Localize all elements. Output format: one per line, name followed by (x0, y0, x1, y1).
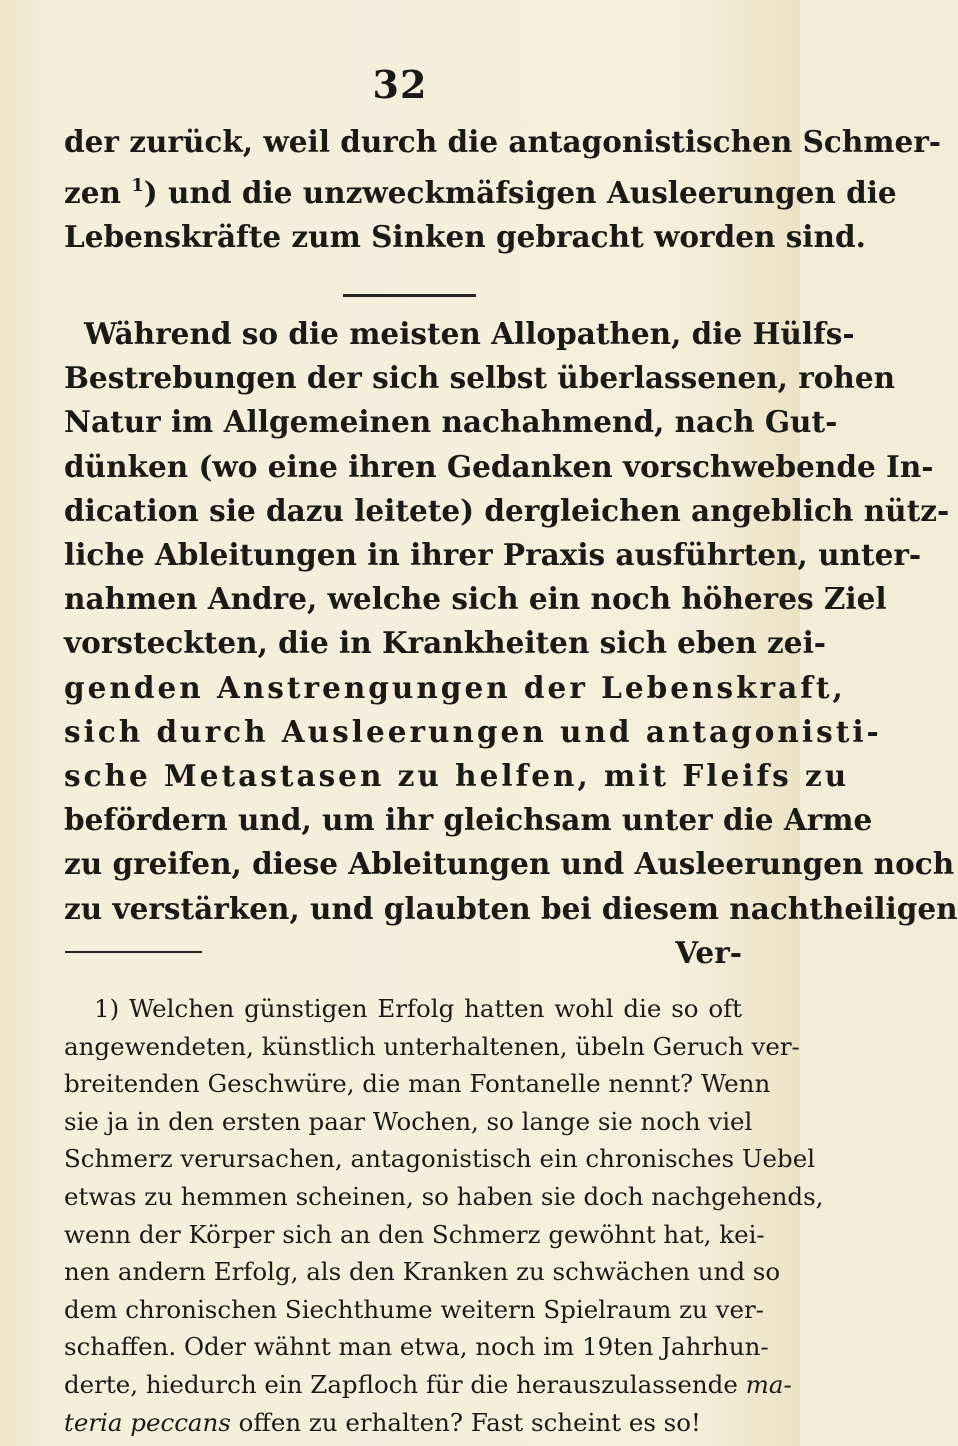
footnote-reference[interactable]: 1 (131, 175, 144, 197)
footnote-line: schaffen. Oder wähnt man etwa, noch im 19ten Jahrhun- (64, 1332, 769, 1362)
text-line: Bestrebungen der sich selbst überlassenen, rohen (64, 360, 896, 396)
paragraph-continuation (64, 120, 942, 260)
text-line: zen $^1$) und die unzweckmäfsigen Ausleerungen die (64, 175, 897, 211)
footnote-line: sie ja in den ersten paar Wochen, so lange sie noch viel (64, 1106, 753, 1136)
footnote (64, 990, 824, 1441)
footnote-line: breitenden Geschwüre, die man Fontanelle nennt? Wenn (64, 1069, 771, 1099)
latin-term: ma- (745, 1369, 792, 1399)
paragraph-main (64, 312, 958, 975)
footnote-marker: 1) (94, 994, 120, 1023)
text-line: zu greifen, diese Ableitungen und Ausleerungen noch (64, 846, 955, 882)
text-line: der zurück, weil durch die antagonistischen Schmer- (64, 124, 942, 159)
page-number: 32 (372, 62, 428, 107)
text-line: befördern und, um ihr gleichsam unter die Arme (64, 802, 873, 838)
footnote-line: Schmerz verursachen, antagonistisch ein chronisches Uebel (64, 1144, 816, 1174)
text-line: genden Anstrengungen der Lebenskraft, (64, 669, 846, 705)
footnote-line: dem chronischen Siechthume weitern Spielraum zu ver- (64, 1294, 764, 1324)
footnote-line: nen andern Erfolg, als den Kranken zu schwächen und so (64, 1257, 781, 1287)
footnote-line: teria peccans offen zu erhalten? Fast scheint es so! (64, 1407, 701, 1437)
footnote-line: angewendeten, künstlich unterhaltenen, übeln Geruch ver- (64, 1031, 800, 1061)
text-line: Natur im Allgemeinen nachahmend, nach Gut- (64, 404, 838, 440)
text-line: dünken (wo eine ihren Gedanken vorschwebende In- (64, 448, 934, 484)
text-line: liche Ableitungen in ihrer Praxis ausführten, unter- (64, 537, 922, 573)
text-line: Während so die meisten Allopathen, die Hülfs- (84, 316, 855, 351)
footnote-line: wenn der Körper sich an den Schmerz gewöhnt hat, kei- (64, 1219, 765, 1249)
latin-term: teria peccans (64, 1407, 231, 1437)
text-line: nahmen Andre, welche sich ein noch höheres Ziel (64, 581, 887, 617)
footnote-line: derte, hiedurch ein Zapfloch für die herauszulassende ma- (64, 1369, 792, 1399)
footnote-line: etwas zu hemmen scheinen, so haben sie doch nachgehends, (64, 1181, 824, 1211)
catchword-row (64, 931, 742, 975)
catchword: Ver- (675, 934, 742, 970)
text-line: sich durch Ausleerungen und antagonisti- (64, 713, 882, 749)
text-line: zu verstärken, und glaubten bei diesem nachtheiligen (64, 890, 958, 926)
footnote-line: 1) Welchen günstigen Erfolg hatten wohl die so oft (94, 994, 742, 1023)
text-line: dication sie dazu leitete) dergleichen angeblich nütz- (64, 492, 950, 528)
text-line: Lebenskräfte zum Sinken gebracht worden sind. (64, 219, 866, 255)
text-line: sche Metastasen zu helfen, mit Fleifs zu (64, 758, 850, 794)
footnote-separator (65, 951, 202, 953)
text-line: vorsteckten, die in Krankheiten sich eben zei- (64, 625, 827, 661)
section-divider (343, 294, 476, 297)
